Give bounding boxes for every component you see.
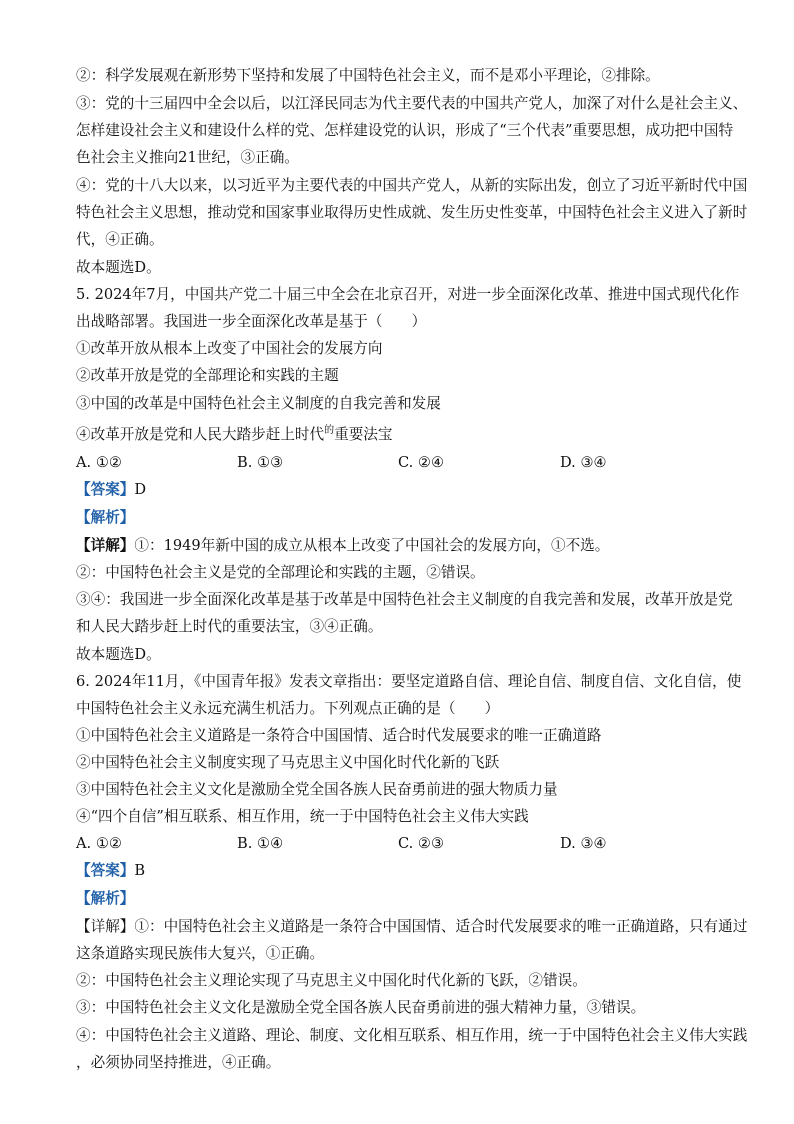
option-c: C. ②④ — [398, 454, 445, 471]
detail-line: 和人民大踏步赶上时代的重要法宝，③④正确。 — [76, 618, 383, 635]
text-line: ④：党的十八大以来，以习近平为主要代表的中国共产党人，从新的实际出发，创立了习近平新时代中国 — [76, 177, 748, 194]
text-line: 特色社会主义思想，推动党和国家事业取得历史性成就、发生历史性变革，中国特色社会主义进入了新时 — [76, 204, 748, 221]
analysis-line — [76, 889, 726, 909]
detail-line: ③④：我国进一步全面深化改革是基于改革是中国特色社会主义制度的自我完善和发展，改革开放是党 — [76, 591, 733, 608]
detail-line: ③：中国特色社会主义文化是激励全党全国各族人民奋勇前进的强大精神力量，③错误。 — [76, 999, 646, 1016]
text-line: ②：科学发展观在新形势下坚持和发展了中国特色社会主义，而不是邓小平理论，②排除。 — [76, 67, 660, 84]
option-a: A. ①② — [76, 835, 122, 852]
text-line: 怎样建设社会主义和建设什么样的党、怎样建设党的认识，形成了“三个代表”重要思想，成功把中国特 — [76, 122, 734, 139]
option-c: C. ②③ — [398, 835, 445, 852]
option-b: B. ①③ — [237, 454, 284, 471]
question-6-item: ④“四个自信”相互联系、相互作用，统一于中国特色社会主义伟大实践 — [76, 808, 529, 825]
text-line: 代，④正确。 — [76, 231, 164, 248]
detail-text: ①：中国特色社会主义道路是一条符合中国国情、适合时代发展要求的唯一正确道路，只有通过 — [134, 918, 748, 935]
answer-line — [76, 861, 726, 881]
detail-line: ②：中国特色社会主义是党的全部理论和实践的主题，②错误。 — [76, 564, 485, 581]
detail-line: ④：中国特色社会主义道路、理论、制度、文化相互联系、相互作用，统一于中国特色社会主义伟大实践 — [76, 1027, 748, 1044]
question-5-stem: 5. 2024年7月，中国共产党二十届三中全会在北京召开，对进一步全面深化改革、推进中国式现代化作 — [76, 286, 740, 303]
question-6-item: ①中国特色社会主义道路是一条符合中国国情、适合时代发展要求的唯一正确道路 — [76, 727, 602, 744]
detail-text: ①：1949年新中国的成立从根本上改变了中国社会的发展方向，①不选。 — [134, 537, 610, 554]
detail-line: ②：中国特色社会主义理论实现了马克思主义中国化时代化新的飞跃，②错误。 — [76, 972, 587, 989]
analysis-line — [76, 508, 726, 528]
option-a: A. ①② — [76, 454, 122, 471]
answer-label: 【答案】 — [76, 481, 135, 498]
answer-value: D — [134, 481, 147, 498]
detail-line: 这条道路实现民族伟大复兴，①正确。 — [76, 945, 325, 962]
detail-line: 故本题选D。 — [76, 646, 161, 663]
question-5-stem: 出战略部署。我国进一步全面深化改革是基于（ ） — [76, 313, 427, 330]
detail-line — [76, 536, 726, 556]
question-5-item — [76, 425, 726, 447]
detail-label: 【详解】 — [76, 918, 135, 935]
detail-line — [76, 917, 748, 937]
raised-char: 的 — [324, 425, 335, 436]
question-6-stem: 中国特色社会主义永远充满生机活力。下列观点正确的是（ ） — [76, 700, 500, 717]
item-text: ④改革开放是党和人民大踏步赶上时代 — [76, 426, 325, 443]
question-6-item: ③中国特色社会主义文化是激励全党全国各族人民奋勇前进的强大物质力量 — [76, 781, 558, 798]
text-line: ③：党的十三届四中全会以后，以江泽民同志为代主要代表的中国共产党人，加深了对什么是社会主义、 — [76, 95, 748, 112]
answer-label: 【答案】 — [76, 862, 135, 879]
analysis-label: 【解析】 — [76, 509, 135, 526]
question-5-options — [76, 453, 726, 473]
question-5-item: ②改革开放是党的全部理论和实践的主题 — [76, 367, 339, 384]
text-line: 色社会主义推向21世纪，③正确。 — [76, 149, 299, 166]
text-line: 故本题选D。 — [76, 259, 161, 276]
question-6-stem: 6. 2024年11月，《中国青年报》发表文章指出：要坚定道路自信、理论自信、制度自信、文化自信，使 — [76, 673, 742, 690]
answer-value: B — [134, 862, 146, 879]
question-6-item: ②中国特色社会主义制度实现了马克思主义中国化时代化新的飞跃 — [76, 754, 500, 771]
option-d: D. ③④ — [560, 835, 607, 852]
detail-line: ，必须协同坚持推进，④正确。 — [76, 1054, 281, 1071]
option-b: B. ①④ — [237, 835, 284, 852]
answer-line — [76, 480, 726, 500]
detail-label: 【详解】 — [76, 537, 135, 554]
question-5-item: ③中国的改革是中国特色社会主义制度的自我完善和发展 — [76, 395, 441, 412]
question-6-options — [76, 834, 726, 854]
item-text: 重要法宝 — [334, 426, 393, 443]
question-5-item: ①改革开放从根本上改变了中国社会的发展方向 — [76, 340, 383, 357]
option-d: D. ③④ — [560, 454, 607, 471]
analysis-label: 【解析】 — [76, 890, 135, 907]
